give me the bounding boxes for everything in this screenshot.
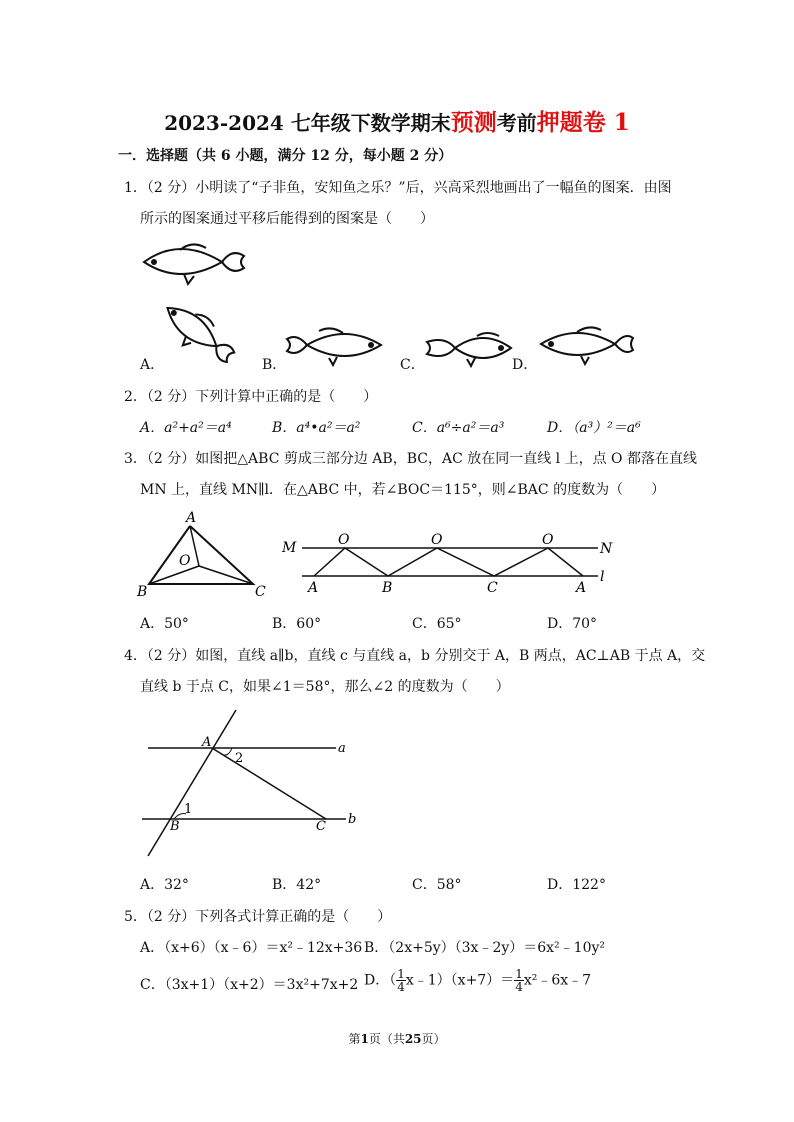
q3-label-a1: A [308, 580, 319, 596]
q2-option-c[interactable]: C．a⁶÷a²＝a³ [412, 420, 505, 436]
q3-option-d[interactable]: D．70° [547, 616, 598, 632]
q4-option-d[interactable]: D．122° [547, 877, 606, 893]
q5-stem: 5．（2 分）下列各式计算正确的是（ ） [124, 909, 392, 925]
q4-label-b-point: B [170, 819, 180, 834]
q5-option-a[interactable]: A．（x+6）（x﹣6）＝x²﹣12x+36 [140, 940, 363, 956]
q3-parallel-lines-figure [280, 530, 620, 598]
q5-option-b[interactable]: B．（2x+5y）（3x﹣2y）＝6x²﹣10y² [364, 940, 606, 956]
q3-label-n: N [600, 541, 613, 557]
q1-option-b-fish [285, 323, 385, 367]
q3-label-a: A [186, 510, 197, 526]
q1-option-c[interactable]: C． [400, 357, 425, 373]
q1-option-d-fish [537, 322, 637, 366]
q3-line1: 3．（2 分）如图把△ABC 剪成三部分边 AB，BC，AC 放在同一直线 l 上，点 O 都落在直线 [124, 451, 697, 467]
q4-option-b[interactable]: B．42° [272, 877, 322, 893]
q3-label-b1: B [382, 580, 393, 596]
q1-option-b[interactable]: B． [262, 357, 287, 373]
q3-label-a2: A [576, 580, 587, 596]
section-heading: 一．选择题（共 6 小题，满分 12 分，每小题 2 分） [118, 148, 453, 164]
q3-triangle-figure [135, 508, 275, 603]
q5-option-d-fraction: $\frac{1}{4}$ [397, 967, 405, 994]
q3-option-c[interactable]: C．65° [412, 616, 462, 632]
q4-label-angle-2: 2 [235, 751, 244, 766]
q5-option-d[interactable]: D．（ $\frac{1}{4}$ x﹣1）（x+7）＝ $\frac{1}{4}$ x²﹣6x﹣7 [364, 967, 592, 994]
q2-option-b[interactable]: B．a⁴•a²＝a² [272, 420, 361, 436]
q4-line1: 4．（2 分）如图，直线 a∥b，直线 c 与直线 a，b 分别交于 A，B 两点，AC⊥AB 于点 A，交 [124, 648, 706, 664]
q3-label-c1: C [487, 580, 498, 596]
q4-label-line-a: a [338, 741, 346, 756]
q3-label-b: B [137, 584, 148, 600]
q5-option-d-fraction-2: $\frac{1}{4}$ [515, 967, 523, 994]
q2-option-a[interactable]: A．a²+a²＝a⁴ [140, 420, 232, 436]
q3-label-c: C [255, 584, 266, 600]
q3-label-o2: O [431, 532, 443, 548]
q4-label-c-point: C [316, 819, 326, 834]
q4-parallel-lines-figure [140, 706, 370, 861]
q1-reference-fish [140, 238, 250, 288]
q4-label-angle-1: 1 [184, 802, 193, 817]
q1-option-a[interactable]: A． [140, 357, 165, 373]
q4-line2: 直线 b 于点 C，如果∠1＝58°，那么∠2 的度数为（ ） [140, 679, 510, 695]
q3-label-l: l [600, 569, 605, 585]
q2-option-d[interactable]: D．（a³）²＝a⁶ [547, 420, 641, 436]
q4-label-line-b: b [348, 812, 357, 827]
page-title: 2023-2024 七年级下数学期末预测考前押题卷 1 [164, 109, 630, 136]
q3-label-o: O [179, 553, 191, 569]
q1-option-c-fish [425, 328, 515, 368]
q1-option-a-fish [158, 300, 238, 370]
q4-option-a[interactable]: A．32° [140, 877, 189, 893]
q1-line2: 所示的图案通过平移后能得到的图案是（ ） [140, 211, 434, 227]
q3-option-b[interactable]: B．60° [272, 616, 322, 632]
q4-option-c[interactable]: C．58° [412, 877, 462, 893]
q3-label-o1: O [338, 532, 350, 548]
q3-label-m: M [282, 540, 297, 556]
q3-option-a[interactable]: A．50° [140, 616, 189, 632]
q1-option-d[interactable]: D． [512, 357, 538, 373]
q5-option-c[interactable]: C．（3x+1）（x+2）＝3x²+7x+2 [140, 977, 359, 993]
q1-line1: 1．（2 分）小明读了“子非鱼，安知鱼之乐？”后，兴高采烈地画出了一幅鱼的图案．由图 [124, 180, 672, 196]
q4-label-a-point: A [202, 735, 212, 750]
q3-label-o3: O [542, 532, 554, 548]
page-footer: 第1页（共25页） [348, 1032, 446, 1046]
q3-line2: MN 上，直线 MN∥l．在△ABC 中，若∠BOC＝115°，则∠BAC 的度数为（ ） [140, 482, 666, 498]
q2-stem: 2．（2 分）下列计算中正确的是（ ） [124, 389, 378, 405]
